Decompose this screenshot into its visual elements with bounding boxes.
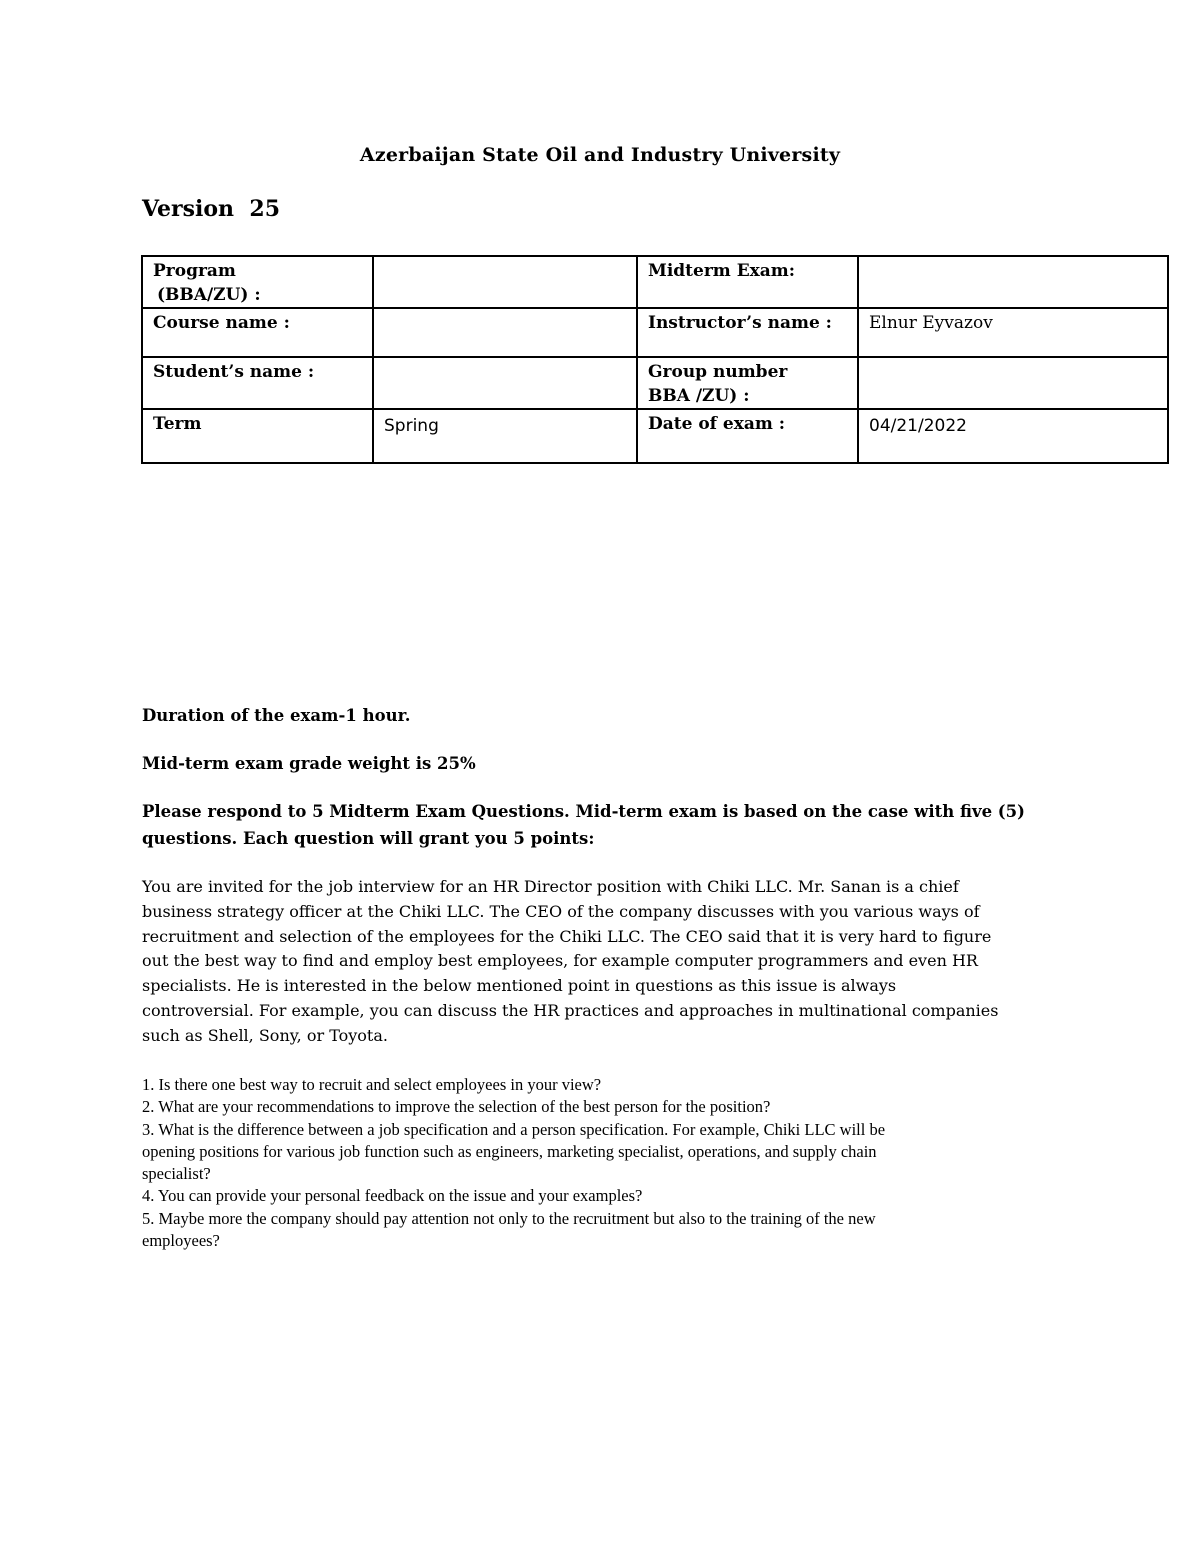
case-line: specialists. He is interested in the below mentioned point in questions as this issue is always bbox=[142, 976, 897, 996]
respond-line-2: questions. Each question will grant you 5 points: bbox=[142, 829, 595, 848]
case-line: controversial. For example, you can discuss the HR practices and approaches in multinational companies bbox=[142, 1000, 999, 1020]
program-label-line2: (BBA/ZU) : bbox=[157, 285, 261, 305]
term-value: Spring bbox=[373, 409, 637, 463]
duration-text: Duration of the exam-1 hour. bbox=[142, 706, 411, 725]
version-number: 25 bbox=[249, 196, 281, 222]
program-value[interactable] bbox=[373, 256, 637, 308]
question-line: 1. Is there one best way to recruit and select employees in your view? bbox=[142, 1075, 602, 1094]
case-line: business strategy officer at the Chiki LLC. The CEO of the company discusses with you various ways of bbox=[142, 901, 980, 921]
midterm-value[interactable] bbox=[858, 256, 1168, 308]
university-title: Azerbaijan State Oil and Industry University bbox=[359, 144, 841, 166]
instructor-value: Elnur Eyvazov bbox=[858, 308, 1168, 357]
group-label: Group number bbox=[648, 362, 788, 382]
exam-info-table bbox=[141, 255, 1169, 464]
version-label: Version bbox=[142, 196, 235, 222]
respond-line-1: Please respond to 5 Midterm Exam Questions. Mid-term exam is based on the case with five (5) bbox=[142, 802, 1025, 821]
question-line: 2. What are your recommendations to improve the selection of the best person for the position? bbox=[142, 1097, 771, 1117]
group-label-line2: BBA /ZU) : bbox=[648, 386, 750, 406]
student-value[interactable] bbox=[373, 357, 637, 409]
table-row bbox=[142, 256, 1168, 308]
instructor-label: Instructor’s name : bbox=[637, 308, 858, 357]
date-value: 04/21/2022 bbox=[858, 409, 1168, 463]
question-line: 5. Maybe more the company should pay attention not only to the recruitment but also to the training of the new bbox=[142, 1208, 876, 1228]
program-label: Program bbox=[153, 261, 236, 281]
student-label: Student’s name : bbox=[142, 357, 373, 409]
question-line: employees? bbox=[142, 1231, 220, 1251]
question-list bbox=[142, 1074, 1042, 1252]
table-row bbox=[142, 409, 1168, 463]
version-heading bbox=[142, 196, 280, 222]
case-line: such as Shell, Sony, or Toyota. bbox=[142, 1025, 388, 1045]
case-line: out the best way to find and employ best employees, for example computer programmers and even HR bbox=[142, 951, 978, 971]
table-row bbox=[142, 357, 1168, 409]
respond-text bbox=[142, 798, 1042, 852]
date-label: Date of exam : bbox=[637, 409, 858, 463]
weight-text: Mid-term exam grade weight is 25% bbox=[142, 754, 476, 773]
case-paragraph bbox=[142, 875, 1062, 1049]
case-line: You are invited for the job interview for an HR Director position with Chiki LLC. Mr. Sanan is a chief bbox=[142, 877, 959, 896]
course-value[interactable] bbox=[373, 308, 637, 357]
table-row bbox=[142, 308, 1168, 357]
question-line: opening positions for various job function such as engineers, marketing specialist, operations, and supply chain bbox=[142, 1141, 877, 1161]
term-label: Term bbox=[142, 409, 373, 463]
group-value[interactable] bbox=[858, 357, 1168, 409]
program-label-cell bbox=[142, 256, 373, 308]
question-line: 3. What is the difference between a job specification and a person specification. For example, Chiki LLC will be bbox=[142, 1119, 886, 1139]
question-line: specialist? bbox=[142, 1164, 211, 1184]
question-line: 4. You can provide your personal feedback on the issue and your examples? bbox=[142, 1186, 643, 1206]
group-label-cell bbox=[637, 357, 858, 409]
midterm-label: Midterm Exam: bbox=[637, 256, 858, 308]
case-line: recruitment and selection of the employees for the Chiki LLC. The CEO said that it is very hard to figure bbox=[142, 926, 992, 946]
course-label: Course name : bbox=[142, 308, 373, 357]
